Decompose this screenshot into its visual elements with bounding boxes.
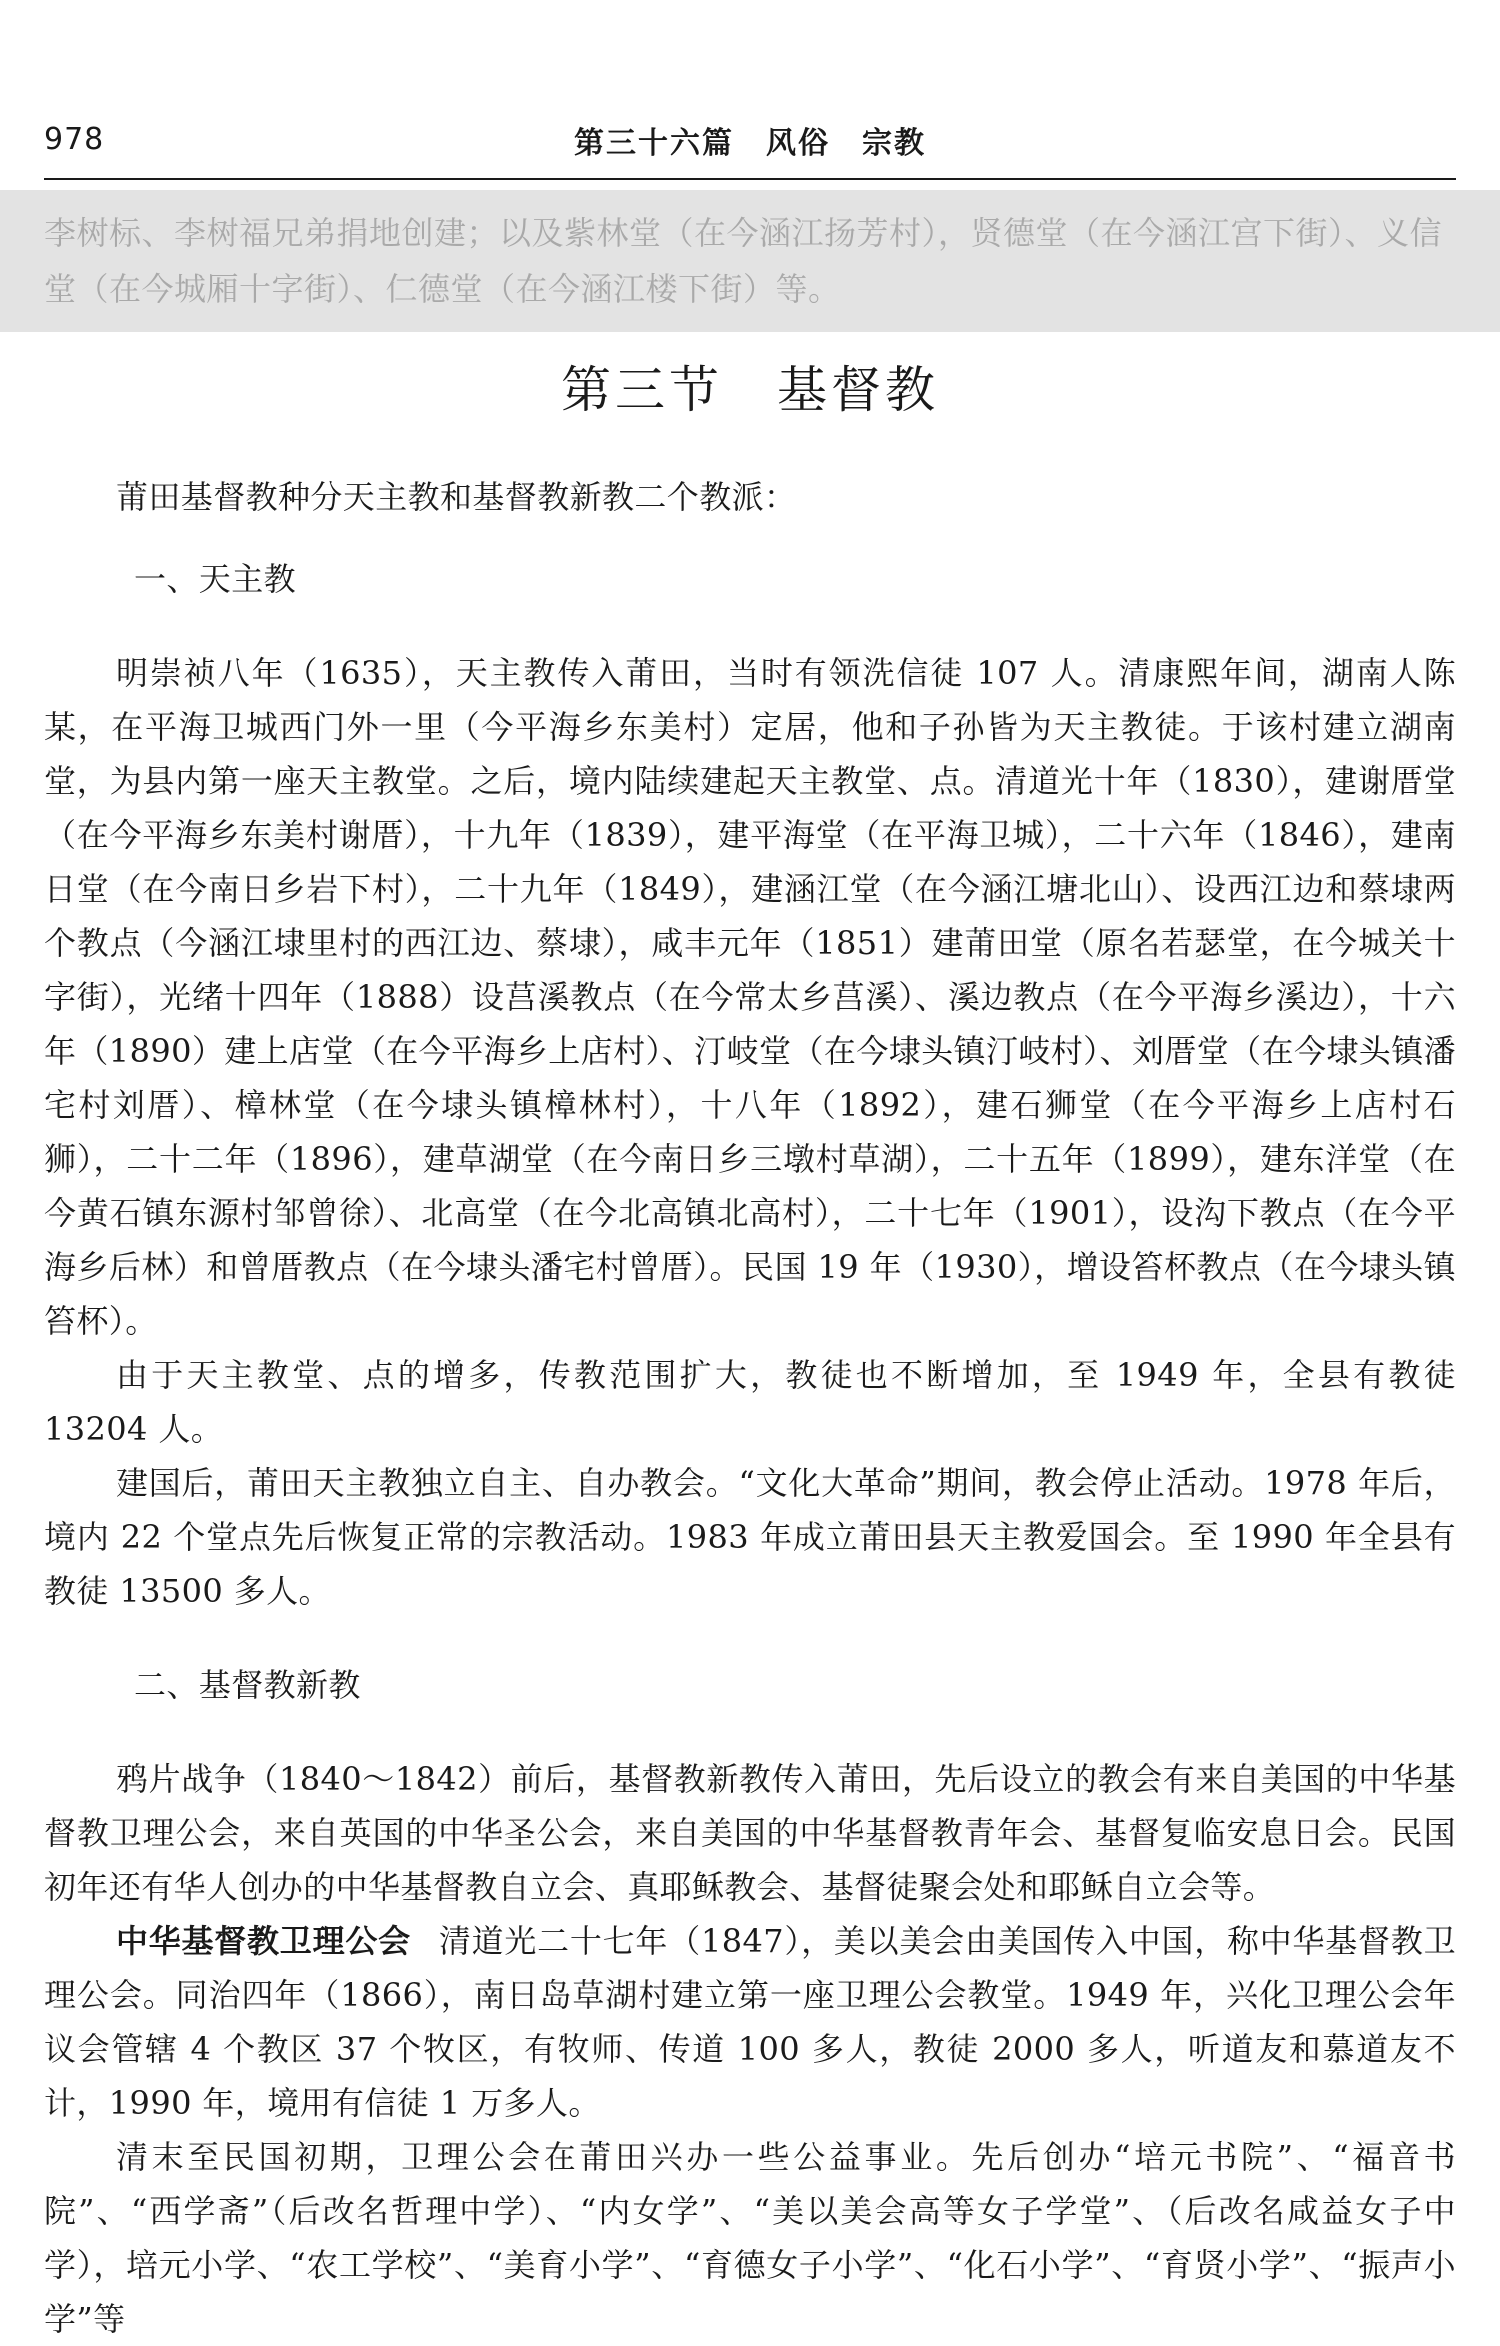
catholic-paragraph-2: 由于天主教堂、点的增多，传教范围扩大，教徒也不断增加，至 1949 年，全县有教徒 13204 人。 (44, 1356, 1456, 1448)
main-content (44, 470, 1456, 2346)
section-intro: 莆田基督教种分天主教和基督教新教二个教派： (116, 478, 797, 516)
page-header (44, 118, 1456, 170)
carryover-line-1: 李树标、李树福兄弟捐地创建；以及紫林堂（在今涵江扬芳村），贤德堂（在今涵江宫下街）、义信 (44, 214, 1443, 252)
protestant-paragraph-3: 清末至民国初期，卫理公会在莆田兴办一些公益事业。先后创办“培元书院”、“福音书院”、“西学斋”（后改名哲理中学）、“内女学”、“美以美会高等女子学堂”、（后改名咸益女子中学），培元小学、“农工学校”、“美育小学”、“育德女子小学”、“化石小学”、“育贤小学”、“振声小学”等 (44, 2138, 1456, 2338)
carryover-text-block (0, 190, 1500, 332)
protestant-paragraph-1: 鸦片战争（1840～1842）前后，基督教新教传入莆田，先后设立的教会有来自美国的中华基督教卫理公会，来自英国的中华圣公会，来自美国的中华基督教青年会、基督复临安息日会。民国初年还有华人创办的中华基督教自立会、真耶稣教会、基督徒聚会处和耶稣自立会等。 (44, 1760, 1456, 1906)
section-title: 第三节 基督教 (561, 361, 939, 419)
running-title: 第三十六篇 风俗 宗教 (574, 126, 926, 161)
protestant-paragraph-2 (44, 1914, 1456, 2130)
page-number: 978 (44, 122, 105, 157)
carryover-line-2: 堂（在今城厢十字街）、仁德堂（在今涵江楼下街）等。 (44, 270, 841, 308)
methodist-term: 中华基督教卫理公会 (116, 1922, 411, 1960)
subheading-protestant: 二、基督教新教 (134, 1666, 361, 1704)
subheading-catholic: 一、天主教 (134, 560, 297, 598)
header-rule (44, 178, 1456, 180)
catholic-paragraph-1: 明崇祯八年（1635），天主教传入莆田，当时有领洗信徒 107 人。清康熙年间，湖南人陈某，在平海卫城西门外一里（今平海乡东美村）定居，他和子孙皆为天主教徒。于该村建立湖南堂，为县内第一座天主教堂。之后，境内陆续建起天主教堂、点。清道光十年（1830），建谢厝堂（在今平海乡东美村谢厝），十九年（1839），建平海堂（在平海卫城），二十六年（1846），建南日堂（在今南日乡岩下村），二十九年（1849），建涵江堂（在今涵江塘北山）、设西江边和蔡埭两个教点（今涵江埭里村的西江边、蔡埭），咸丰元年（1851）建莆田堂（原名若瑟堂，在今城关十字街），光绪十四年（1888）设莒溪教点（在今常太乡莒溪）、溪边教点（在今平海乡溪边），十六年（1890）建上店堂（在今平海乡上店村）、汀岐堂（在今埭头镇汀岐村）、刘厝堂（在今埭头镇潘宅村刘厝）、樟林堂（在今埭头镇樟林村），十八年（1892），建石狮堂（在今平海乡上店村石狮），二十二年（1896），建草湖堂（在今南日乡三墩村草湖），二十五年（1899），建东洋堂（在今黄石镇东源村邹曾徐）、北高堂（在今北高镇北高村），二十七年（1901），设沟下教点（在今平海乡后林）和曾厝教点（在今埭头潘宅村曾厝）。民国 19 年（1930），增设笞杯教点（在今埭头镇笞杯）。 (44, 654, 1456, 1340)
methodist-text: 清道光二十七年（1847），美以美会由美国传入中国，称中华基督教卫理公会。同治四年（1866），南日岛草湖村建立第一座卫理公会教堂。1949 年，兴化卫理公会年议会管辖 4 个教区 37 个牧区，有牧师、传道 100 多人，教徒 2000 多人，听道友和慕道友不计，1990 年，境用有信徒 1 万多人。 (44, 1922, 1456, 2122)
catholic-paragraph-3: 建国后，莆田天主教独立自主、自办教会。“文化大革命”期间，教会停止活动。1978 年后，境内 22 个堂点先后恢复正常的宗教活动。1983 年成立莆田县天主教爱国会。至 1990 年全县有教徒 13500 多人。 (44, 1464, 1456, 1610)
